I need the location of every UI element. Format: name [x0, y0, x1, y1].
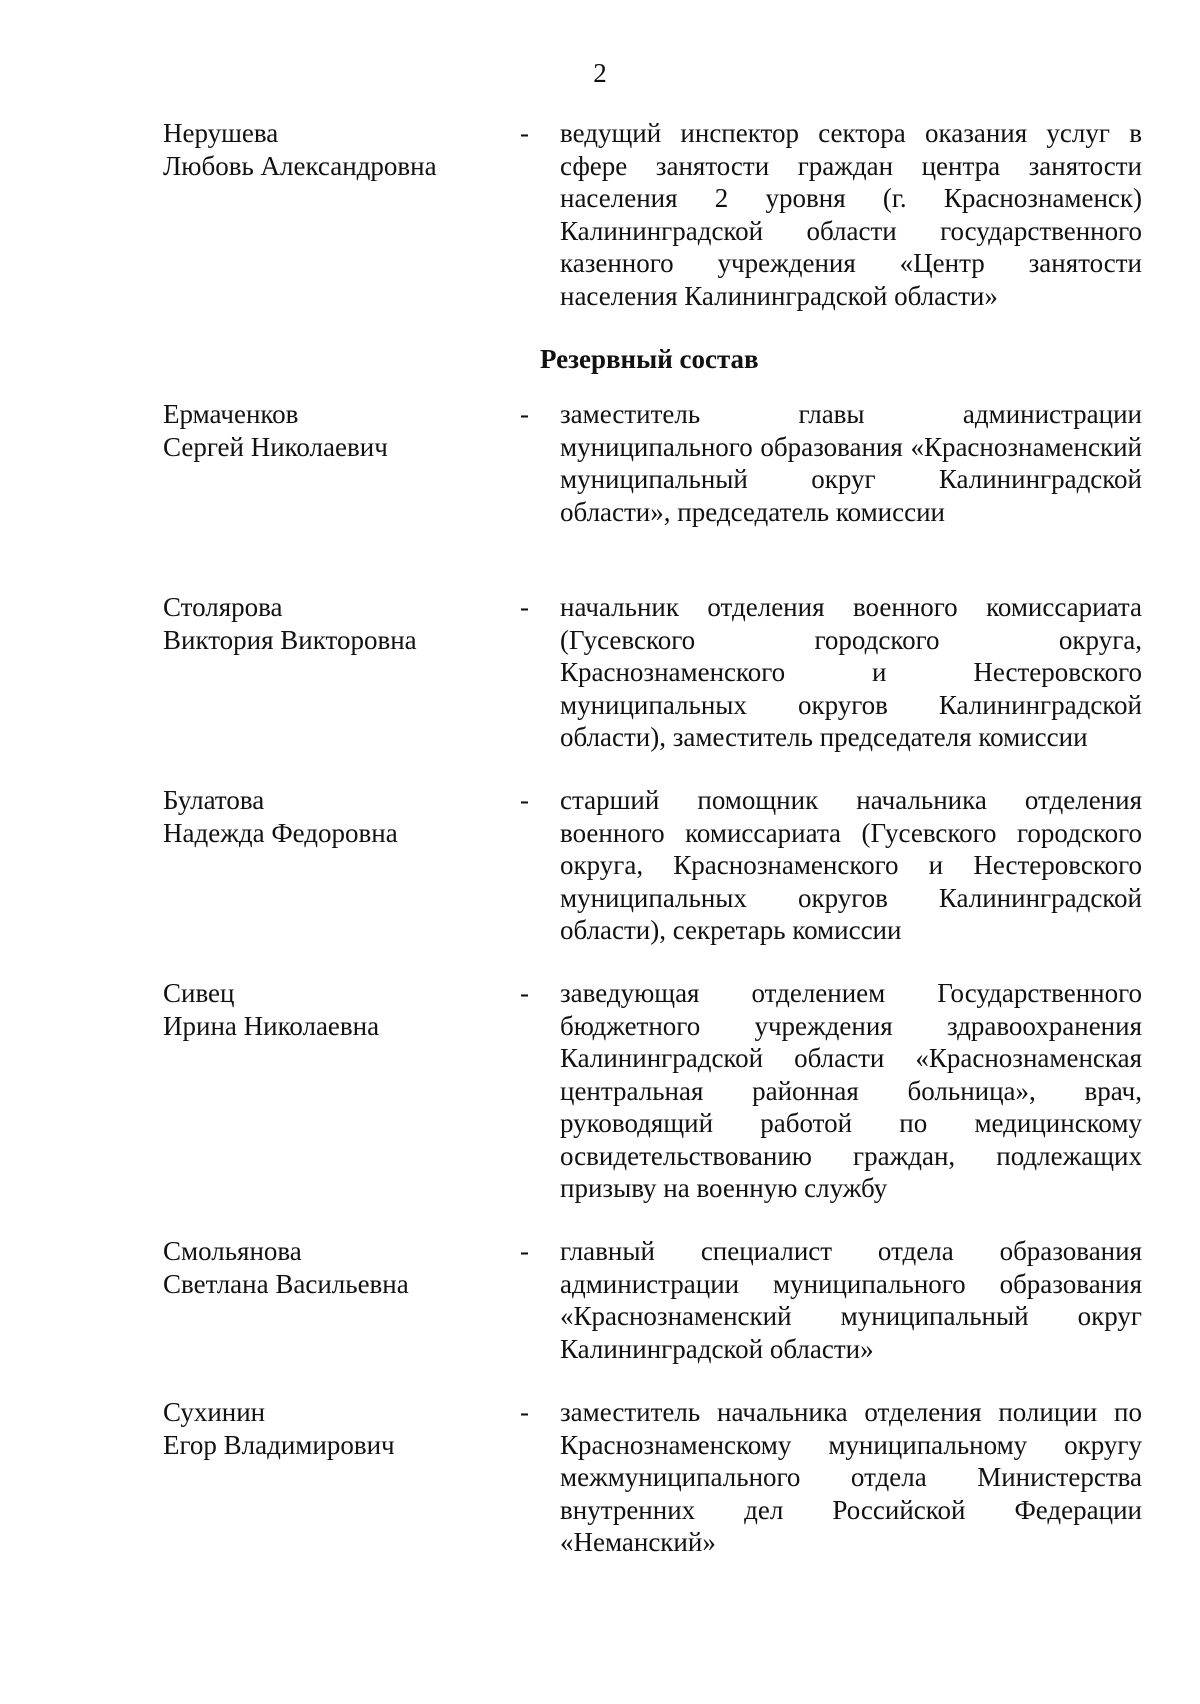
member-name: [163, 1396, 493, 1461]
dash-separator: -: [520, 1397, 529, 1427]
member-given-names: Ирина Николаевна: [163, 1010, 380, 1041]
member-name: [163, 117, 493, 182]
member-position: заместитель начальника отделения полиции по Краснознаменскому муниципальному округу межмуниципального отдела Министерства внутренних дел Российской Федерации «Неманский»: [560, 1397, 1142, 1557]
dash-separator: -: [520, 592, 529, 622]
member-position: заведующая отделением Государственного бюджетного учреждения здравоохранения Калининградской области «Краснознаменская центральная районная больница», врач, руководящий работой по медицинскому освидетельствованию граждан, подлежащих призыву на военную службу: [560, 978, 1142, 1203]
member-surname: Нерушева: [163, 118, 279, 148]
member-surname: Столярова: [163, 592, 283, 622]
member-name: [163, 591, 493, 656]
member-position: начальник отделения военного комиссариата (Гусевского городского округа, Краснознаменского и Нестеровского муниципальных округов Калининградской области), заместитель председателя комиссии: [560, 592, 1142, 752]
member-given-names: Виктория Викторовна: [163, 624, 417, 655]
member-surname: Сухинин: [163, 1397, 266, 1427]
member-name: [163, 398, 493, 463]
member-given-names: Светлана Васильевна: [163, 1268, 409, 1299]
member-given-names: Егор Владимирович: [163, 1429, 395, 1460]
member-position: старший помощник начальника отделения военного комиссариата (Гусевского городского округа, Краснознаменского и Нестеровского муниципальных округов Калининградской области), секретарь комиссии: [560, 785, 1142, 945]
member-surname: Сивец: [163, 978, 235, 1008]
dash-separator: -: [520, 978, 529, 1008]
member-position: заместитель главы администрации муниципального образования «Краснознаменский муниципальный округ Калининградской области», председатель комиссии: [560, 399, 1142, 527]
dash-separator: -: [520, 399, 529, 429]
member-surname: Ермаченков: [163, 399, 299, 429]
member-name: [163, 1235, 493, 1300]
member-position: ведущий инспектор сектора оказания услуг в сфере занятости граждан центра занятости населения 2 уровня (г. Краснознаменск) Калининградской области государственного казенного учреждения «Центр занятости населения Калининградской области»: [560, 118, 1142, 311]
dash-separator: -: [520, 785, 529, 815]
member-given-names: Сергей Николаевич: [163, 431, 388, 462]
dash-separator: -: [520, 1236, 529, 1266]
member-given-names: Любовь Александровна: [163, 150, 437, 181]
member-surname: Булатова: [163, 785, 265, 815]
member-given-names: Надежда Федоровна: [163, 817, 398, 848]
reserve-section-heading: Резервный состав: [540, 344, 759, 374]
page-number: 2: [593, 58, 607, 88]
member-name: [163, 784, 493, 849]
member-name: [163, 977, 493, 1042]
member-surname: Смольянова: [163, 1236, 302, 1266]
dash-separator: -: [520, 118, 529, 148]
member-position: главный специалист отдела образования администрации муниципального образования «Краснознаменский муниципальный округ Калининградской области»: [560, 1236, 1142, 1364]
